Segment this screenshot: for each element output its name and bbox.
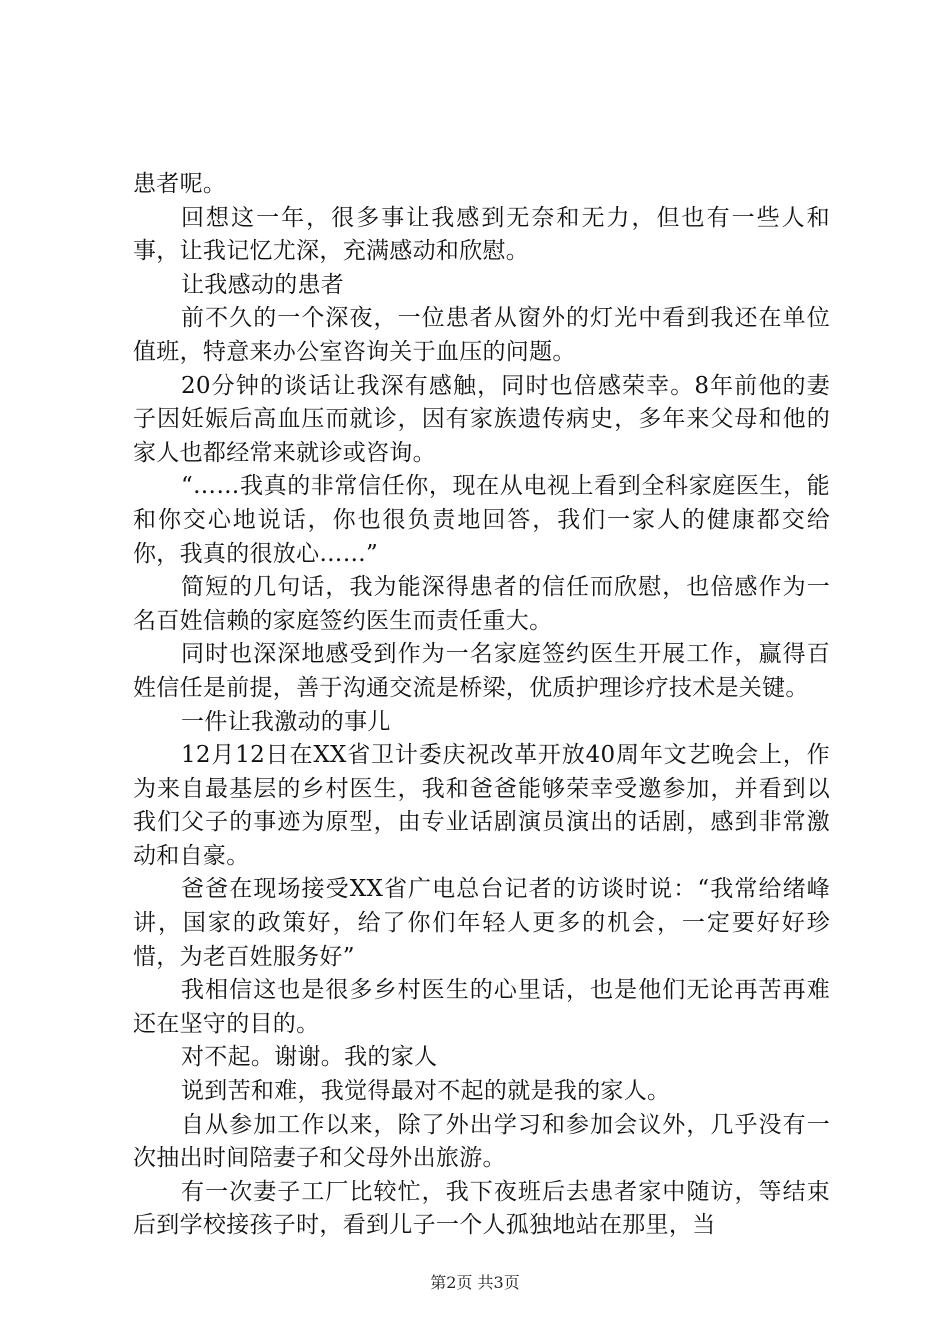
section-heading: 让我感动的患者 (181, 271, 345, 298)
paragraph: 说到苦和难，我觉得最对不起的就是我的家人。 (181, 1078, 671, 1105)
paragraph: 爸爸在现场接受XX省广电总台记者的访谈时说：“我常给绪峰讲，国家的政策好，给了你们年轻人更多的机会，一定要好好珍惜，为老百姓服务好” (133, 876, 830, 970)
paragraph: 前不久的一个深夜，一位患者从窗外的灯光中看到我还在单位值班，特意来办公室咨询关于血压的问题。 (133, 305, 830, 365)
quote-paragraph: “……我真的非常信任你，现在从电视上看到全科家庭医生，能和你交心地说话，你也很负责地回答，我们一家人的健康都交给你，我真的很放心……” (133, 473, 830, 567)
section-heading: 对不起。谢谢。我的家人 (181, 1044, 438, 1071)
paragraph: 20分钟的谈话让我深有感触，同时也倍感荣幸。8年前他的妻子因妊娠后高血压而就诊，因有家族遗传病史，多年来父母和他的家人也都经常来就诊或咨询。 (133, 372, 830, 466)
paragraph: 简短的几句话，我为能深得患者的信任而欣慰，也倍感作为一名百姓信赖的家庭签约医生而责任重大。 (133, 574, 830, 634)
paragraph: 我相信这也是很多乡村医生的心里话，也是他们无论再苦再难还在坚守的目的。 (133, 977, 830, 1037)
page-number-footer: 第2页 共3页 (430, 1273, 520, 1292)
paragraph: 同时也深深地感受到作为一名家庭签约医生开展工作，赢得百姓信任是前提，善于沟通交流是桥梁，优质护理诊疗技术是关键。 (133, 641, 830, 701)
document-body (133, 168, 830, 1243)
paragraph: 回想这一年，很多事让我感到无奈和无力，但也有一些人和事，让我记忆尤深，充满感动和欣慰。 (133, 204, 830, 265)
paragraph: 有一次妻子工厂比较忙，我下夜班后去患者家中随访，等结束后到学校接孩子时，看到儿子一个人孤独地站在那里，当 (133, 1178, 830, 1239)
paragraph: 自从参加工作以来，除了外出学习和参加会议外，几乎没有一次抽出时间陪妻子和父母外出旅游。 (133, 1111, 830, 1172)
paragraph: 患者呢。 (133, 171, 227, 197)
paragraph: 12月12日在XX省卫计委庆祝改革开放40周年文艺晚会上，作为来自最基层的乡村医生，我和爸爸能够荣幸受邀参加，并看到以我们父子的事迹为原型，由专业话剧演员演出的话剧，感到非常激动和自豪。 (133, 742, 830, 869)
section-heading: 一件让我激动的事儿 (181, 708, 391, 735)
